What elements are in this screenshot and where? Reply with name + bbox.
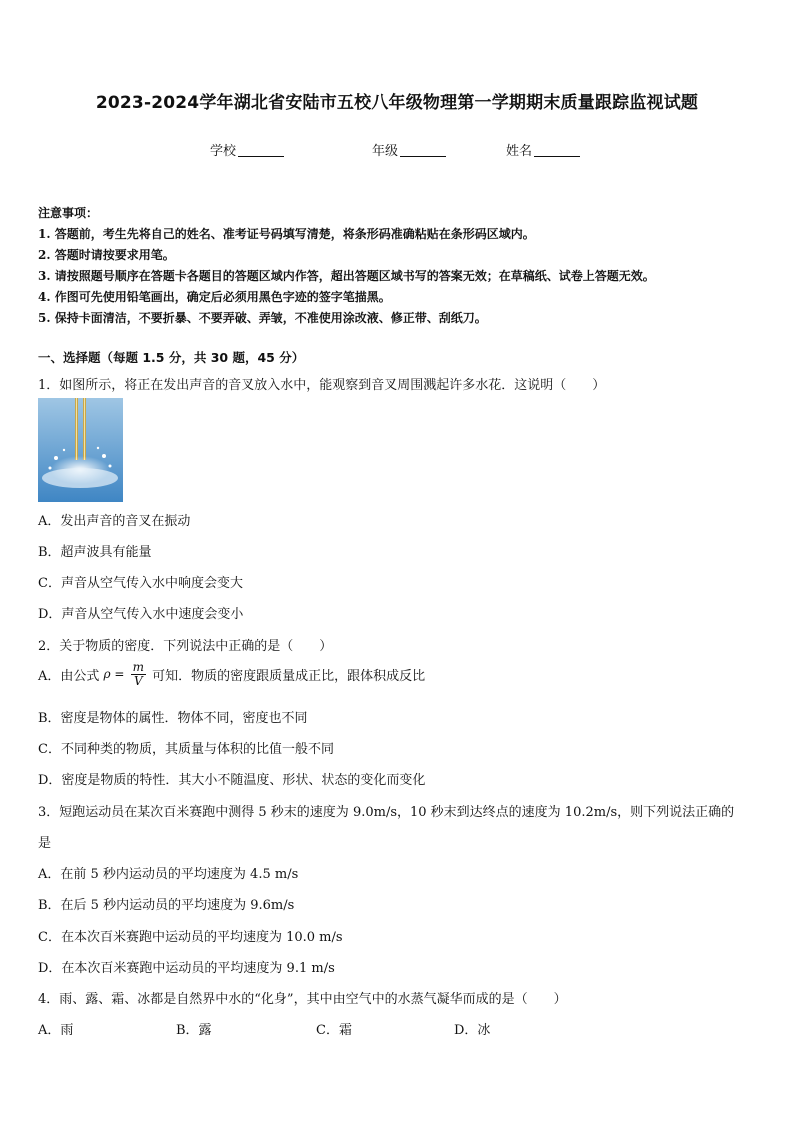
formula-numerator: m <box>132 660 144 674</box>
school-label: 学校 <box>210 144 237 159</box>
exam-title: 2023-2024学年湖北省安陆市五校八年级物理第一学期期末质量跟踪监视试题 <box>95 93 699 113</box>
note-item: 5. 保持卡面清洁，不要折暴、不要弄破、弄皱，不准使用涂改液、修正带、刮纸刀。 <box>38 311 487 325</box>
q4-option-b[interactable]: B．露 <box>176 1023 212 1038</box>
note-item: 1. 答题前，考生先将自己的姓名、准考证号码填写清楚，将条形码准确粘贴在条形码区域内。 <box>38 227 535 241</box>
question-3-stem-line2: 是 <box>38 836 52 851</box>
note-item: 2. 答题时请按要求用笔。 <box>38 248 175 262</box>
tuning-fork-in-water-image <box>38 398 123 502</box>
formula-denominator: V <box>133 674 143 688</box>
q2-option-a-suffix: 可知．物质的密度跟质量成正比，跟体积成反比 <box>152 669 426 684</box>
q3-option-a[interactable]: A．在前 5 秒内运动员的平均速度为 4.5 m/s <box>38 867 299 882</box>
q1-option-b[interactable]: B．超声波具有能量 <box>38 545 152 560</box>
note-item: 4. 作图可先使用铅笔画出，确定后必须用黑色字迹的签字笔描黑。 <box>38 290 391 304</box>
name-label: 姓名 <box>506 144 533 159</box>
density-formula <box>104 661 148 688</box>
q2-option-a[interactable] <box>38 660 426 690</box>
grade-field <box>372 140 446 159</box>
q1-option-a[interactable]: A．发出声音的音叉在振动 <box>38 514 191 529</box>
q4-option-c[interactable]: C．霜 <box>316 1023 352 1038</box>
q1-option-d[interactable]: D．声音从空气传入水中速度会变小 <box>38 607 244 622</box>
q3-option-c[interactable]: C．在本次百米赛跑中运动员的平均速度为 10.0 m/s <box>38 930 343 945</box>
question-4-stem: 4．雨、露、霜、冰都是自然界中水的“化身”，其中由空气中的水蒸气凝华而成的是（ ） <box>38 992 567 1007</box>
q2-option-a-prefix: A．由公式 <box>38 669 100 684</box>
question-2-stem: 2．关于物质的密度．下列说法中正确的是（ ） <box>38 639 333 654</box>
section-title: 一、选择题（每题 1.5 分，共 30 题，45 分） <box>38 350 305 365</box>
question-1-stem: 1．如图所示，将正在发出声音的音叉放入水中，能观察到音叉周围溅起许多水花．这说明（ ） <box>38 378 606 393</box>
note-item: 3. 请按照题号顺序在答题卡各题目的答题区域内作答，超出答题区域书写的答案无效；在草稿纸、试卷上答题无效。 <box>38 269 655 283</box>
formula-fraction <box>131 661 146 688</box>
q3-option-d[interactable]: D．在本次百米赛跑中运动员的平均速度为 9.1 m/s <box>38 961 335 976</box>
grade-label: 年级 <box>372 144 399 159</box>
q1-option-c[interactable]: C．声音从空气传入水中响度会变大 <box>38 576 243 591</box>
name-field <box>506 140 580 159</box>
q4-option-a[interactable]: A．雨 <box>38 1023 74 1038</box>
notes-heading: 注意事项： <box>38 206 99 220</box>
formula-lhs: ρ = <box>103 667 125 681</box>
q2-option-c[interactable]: C．不同种类的物质，其质量与体积的比值一般不同 <box>38 742 334 757</box>
notes-block <box>38 203 655 329</box>
grade-blank[interactable] <box>400 143 446 157</box>
name-blank[interactable] <box>534 143 580 157</box>
school-field <box>210 140 284 159</box>
q2-option-d[interactable]: D．密度是物质的特性．其大小不随温度、形状、状态的变化而变化 <box>38 773 426 788</box>
q4-option-d[interactable]: D．冰 <box>454 1023 491 1038</box>
school-blank[interactable] <box>238 143 284 157</box>
q2-option-b[interactable]: B．密度是物体的属性．物体不同，密度也不同 <box>38 711 308 726</box>
q3-option-b[interactable]: B．在后 5 秒内运动员的平均速度为 9.6m/s <box>38 898 295 913</box>
question-3-stem-line1: 3．短跑运动员在某次百米赛跑中测得 5 秒末的速度为 9.0m/s，10 秒末到达终点的速度为 10.2m/s，则下列说法正确的 <box>38 805 735 820</box>
